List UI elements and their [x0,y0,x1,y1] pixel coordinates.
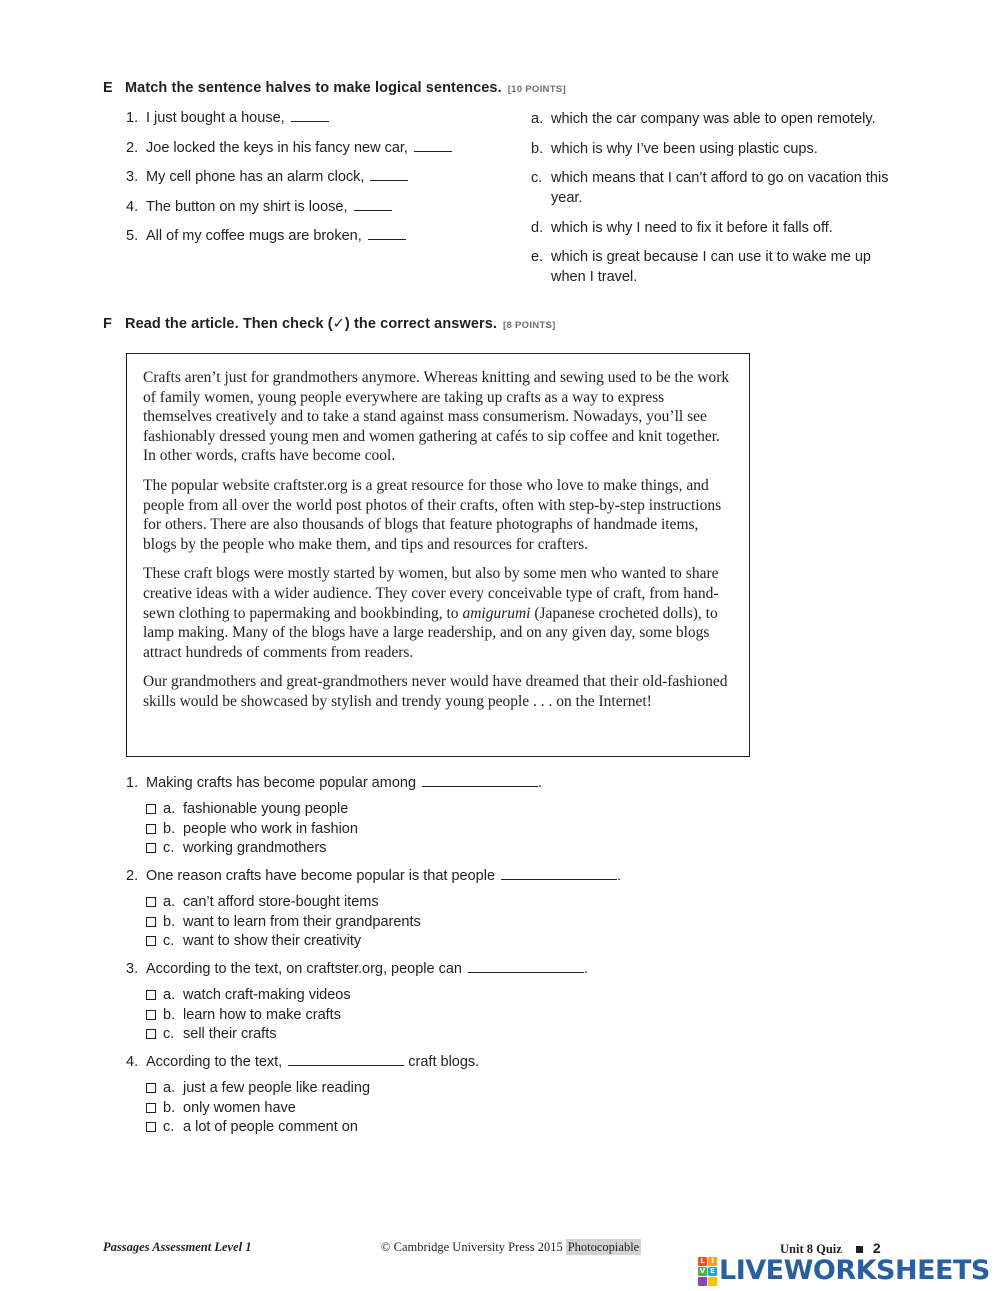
match-left-item-5: 5. All of my coffee mugs are broken, [126,227,506,257]
section-e-points: [10 POINTS] [507,84,566,95]
section-f-letter: F [103,316,112,332]
checkbox-icon[interactable] [146,824,156,834]
question-4 [126,1053,479,1137]
question-3-stem: 3. According to the text, on craftster.org, people can . [126,961,589,977]
checkbox-icon[interactable] [146,843,156,853]
question-2-choice-b[interactable]: b. want to learn from their grandparents [146,912,621,932]
section-f-instruction: Read the article. Then check (✓) the correct answers. [8 POINTS] [125,316,556,332]
match-right-column [531,109,911,297]
question-4-choice-a[interactable]: a. just a few people like reading [146,1078,479,1098]
question-4-choice-c[interactable]: c. a lot of people comment on [146,1118,479,1138]
section-f-header [103,316,803,336]
question-3-blank [468,960,584,973]
section-f-points: [8 POINTS] [503,320,556,331]
answer-blank-3[interactable] [370,168,408,181]
checkbox-icon[interactable] [146,917,156,927]
question-4-choice-b[interactable]: b. only women have [146,1098,479,1118]
square-bullet-icon [856,1246,863,1253]
question-3-choice-b[interactable]: b. learn how to make crafts [146,1005,588,1025]
article-paragraph-4: Our grandmothers and great-grandmothers never would have dreamed that their old-fashioned skills would be showcased by stylish and trendy young people . . . on the Internet! [143,673,728,710]
match-left-item-3: 3. My cell phone has an alarm clock, [126,168,506,198]
question-2-choice-a[interactable]: a. can’t afford store-bought items [146,892,621,912]
article-paragraph-1: Crafts aren’t just for grandmothers anymore. Whereas knitting and sewing used to be the work of family women, young people everywhere are taking up crafts as a way to express themselves creatively and to take a stand against mass consumerism. Nowadays, you’ll see fashionably dressed young men and women gathering at cafés to sip coffee and knit together. In other words, crafts have become cool. [143,369,730,465]
logo-wordmark: LIVEWORKSHEETS [719,1255,990,1286]
section-e-instruction: Match the sentence halves to make logical sentences. [10 POINTS] [125,80,566,96]
question-2 [126,867,621,951]
question-4-stem: 4. According to the text, craft blogs. [126,1054,480,1070]
match-left-column [126,109,506,257]
question-2-blank [501,867,617,880]
photocopiable-label: Photocopiable [567,1240,640,1254]
amigurumi-term: amigurumi [462,604,531,622]
match-left-item-1: 1. I just bought a house, [126,109,506,139]
answer-blank-1[interactable] [291,109,329,122]
answer-blank-4[interactable] [354,198,392,211]
match-option-a: a. which the car company was able to open remotely. [531,111,876,127]
footer-copyright: © Cambridge University Press 2015 Photocopiable [381,1240,640,1254]
checkbox-icon[interactable] [146,804,156,814]
question-4-blank [288,1053,404,1066]
question-1-choice-b[interactable]: b. people who work in fashion [146,819,542,839]
article-paragraph-3: These craft blogs were mostly started by women, but also by some men who wanted to share creative ideas with a wider audience. They cover every conceivable type of craft, from hand-sewn clothing to papermaking and bookbinding, to amigurumi (Japanese crocheted dolls), to lamp making. Many of the blogs have a large readership, and on any given day, some blogs attract hundreds of comments from readers. [143,565,719,661]
match-left-item-2: 2. Joe locked the keys in his fancy new car, [126,139,506,169]
question-1-stem: 1. Making crafts has become popular among . [126,775,543,791]
question-2-choice-c[interactable]: c. want to show their creativity [146,932,621,952]
match-option-d: d. which is why I need to fix it before it falls off. [531,219,833,236]
answer-blank-2[interactable] [414,139,452,152]
checkbox-icon[interactable] [146,1103,156,1113]
checkbox-icon[interactable] [146,1122,156,1132]
question-3-choice-a[interactable]: a. watch craft-making videos [146,985,588,1005]
checkbox-icon[interactable] [146,1029,156,1039]
article-paragraph-2: The popular website craftster.org is a great resource for those who love to make things, and people from all over the world post photos of their crafts, often with step-by-step instructions for others. There are also thousands of blogs that feature photographs of handmade items, blogs by the people who make them, and tips and resources for crafters. [143,476,722,553]
question-1-choice-c[interactable]: c. working grandmothers [146,839,542,859]
match-option-b: b. which is why I’ve been using plastic cups. [531,140,818,157]
match-option-c: c. which means that I can’t afford to go on vacation this year. [531,170,889,206]
question-1 [126,774,542,858]
checkbox-icon[interactable] [146,936,156,946]
question-3 [126,960,588,1044]
answer-blank-5[interactable] [368,227,406,240]
logo-tiles-icon: L I V E [698,1257,717,1286]
question-1-blank [422,774,538,787]
match-left-item-4: 4. The button on my shirt is loose, [126,198,506,228]
footer-book-title: Passages Assessment Level 1 [103,1240,252,1254]
question-2-stem: 2. One reason crafts have become popular is that people . [126,868,622,884]
question-3-choice-c[interactable]: c. sell their crafts [146,1025,588,1045]
question-1-choice-a[interactable]: a. fashionable young people [146,799,542,819]
page-number: 2 [872,1240,881,1256]
match-option-e: e. which is great because I can use it to wake me up when I travel. [531,249,871,285]
checkbox-icon[interactable] [146,897,156,907]
checkbox-icon[interactable] [146,1083,156,1093]
article-box [126,353,750,757]
footer-unit: Unit 8 Quiz 2 [780,1240,881,1256]
section-e-letter: E [103,80,113,96]
checkbox-icon[interactable] [146,1010,156,1020]
section-e-header [103,80,803,100]
liveworksheets-logo [698,1256,990,1286]
checkbox-icon[interactable] [146,990,156,1000]
